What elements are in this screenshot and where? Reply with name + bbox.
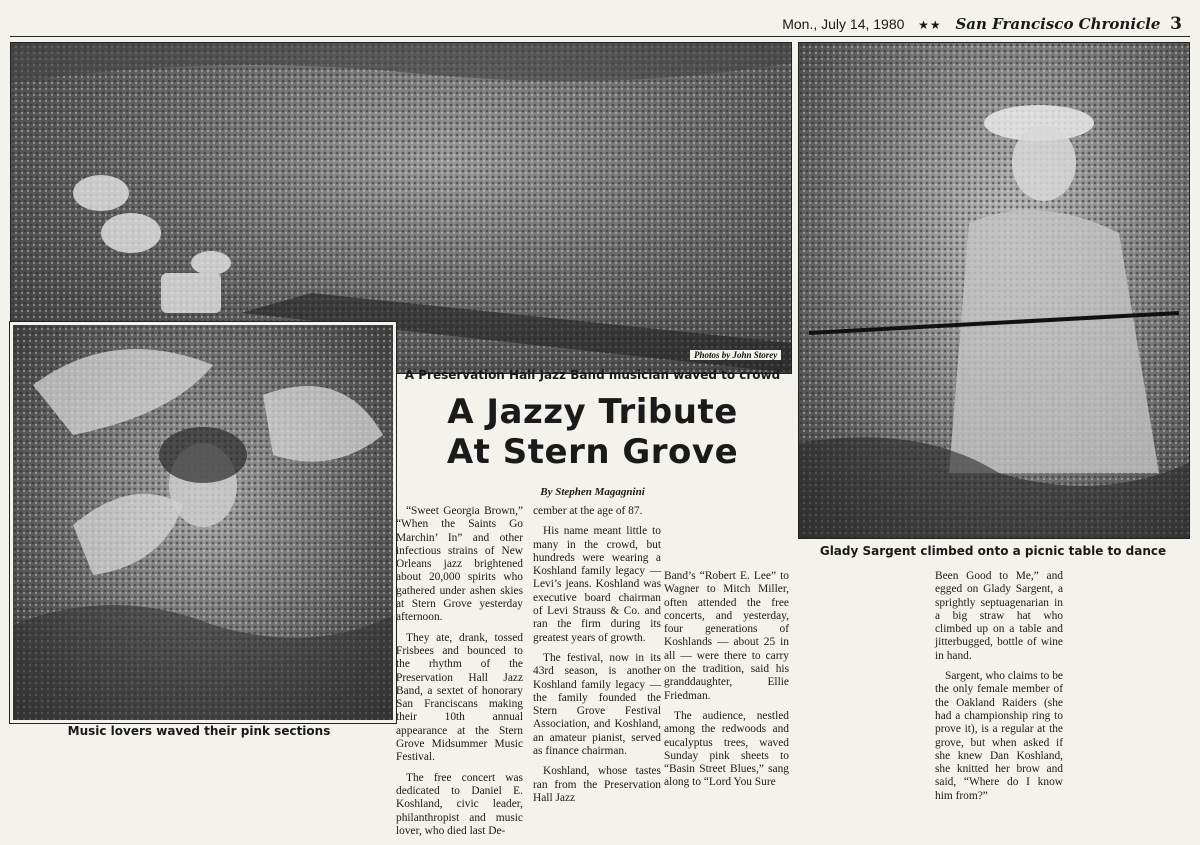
photo-caption-glady: Glady Sargent climbed onto a picnic table to dance — [819, 544, 1167, 558]
paragraph: Been Good to Me,” and egged on Glady Sargent, a sprightly septuagenarian in a big straw hat who climbed up on a table and jitterbugged, bottle of wine in hand. — [935, 570, 1063, 662]
paragraph: Sargent, who claims to be the only female member of the Oakland Raiders (she had a championship ring to prove it), is a regular at the grove, but when asked if she knew Dan Koshland, she knitted her brow and said, “Where do I know him from?” — [935, 670, 1063, 802]
newspaper-name: San Francisco Chronicle — [955, 15, 1161, 33]
issue-date: Mon., July 14, 1980 — [782, 16, 905, 32]
photo-caption-musician: A Preservation Hall Jazz Band musician waved to crowd — [404, 368, 781, 382]
paragraph: cember at the age of 87. — [533, 505, 643, 517]
paragraph: The festival, now in its 43rd season, is another Koshland family legacy — the family founded the Stern Grove Festival Association, and Koshland, an amateur pianist, served as finance chairman. — [533, 651, 661, 758]
headline-line-1: A Jazzy Tribute — [447, 392, 738, 432]
paragraph: “Sweet Georgia Brown,” “When the Saints Go Marchin’ In” and other infectious strains of New Orleans jazz brightened about 20,000 spirits who gathered under ashen skies at Stern Grove yesterday afternoon. — [396, 505, 523, 624]
edition-stars: ★★ — [918, 18, 942, 32]
article-column-3 — [664, 570, 789, 797]
masthead-rule — [10, 36, 1190, 37]
article-column-2 — [533, 505, 661, 812]
paragraph: The free concert was dedicated to Daniel E. Koshland, civic leader, philanthropist and music lover, who died last De- — [396, 771, 523, 837]
paragraph: They ate, drank, tossed Frisbees and bounced to the rhythm of the Preservation Hall Jazz Band, a sextet of honorary San Franciscans making their 10th annual appearance at the Stern Grove Midsummer Music Festival. — [396, 631, 523, 764]
paragraph: Band’s “Robert E. Lee” to Wagner to Mitch Miller, often attended the free concerts, and yesterday, four generations of Koshlands — about 25 in all — were there to carry on the tradition, said his granddaughter, Ellie Friedman. — [664, 570, 789, 702]
page-number: 3 — [1170, 14, 1182, 34]
paragraph: The audience, nestled among the redwoods and eucalyptus trees, waved Sunday pink sheets to “Basin Street Blues,” sang along to “Lord You Sure — [664, 709, 789, 789]
paragraph: His name meant little to many in the crowd, but hundreds were wearing a Koshland family legacy —Levi’s jeans. Koshland was executive board chairman of Levi Strauss & Co. and ran the firm during its greatest years of growth. — [533, 525, 661, 644]
masthead — [782, 14, 1182, 34]
dancer-photo — [798, 42, 1190, 539]
article-column-4 — [935, 570, 1063, 810]
byline: By Stephen Magagnini — [540, 486, 645, 498]
article-column-1 — [396, 505, 523, 845]
pink-sections-photo — [10, 322, 396, 723]
photo-credit: Photos by John Storey — [690, 350, 781, 360]
paragraph: Koshland, whose tastes ran from the Preservation Hall Jazz — [533, 765, 661, 804]
headline — [395, 392, 790, 472]
photo-caption-music-lovers: Music lovers waved their pink sections — [67, 724, 331, 738]
headline-line-2: At Stern Grove — [446, 432, 739, 472]
